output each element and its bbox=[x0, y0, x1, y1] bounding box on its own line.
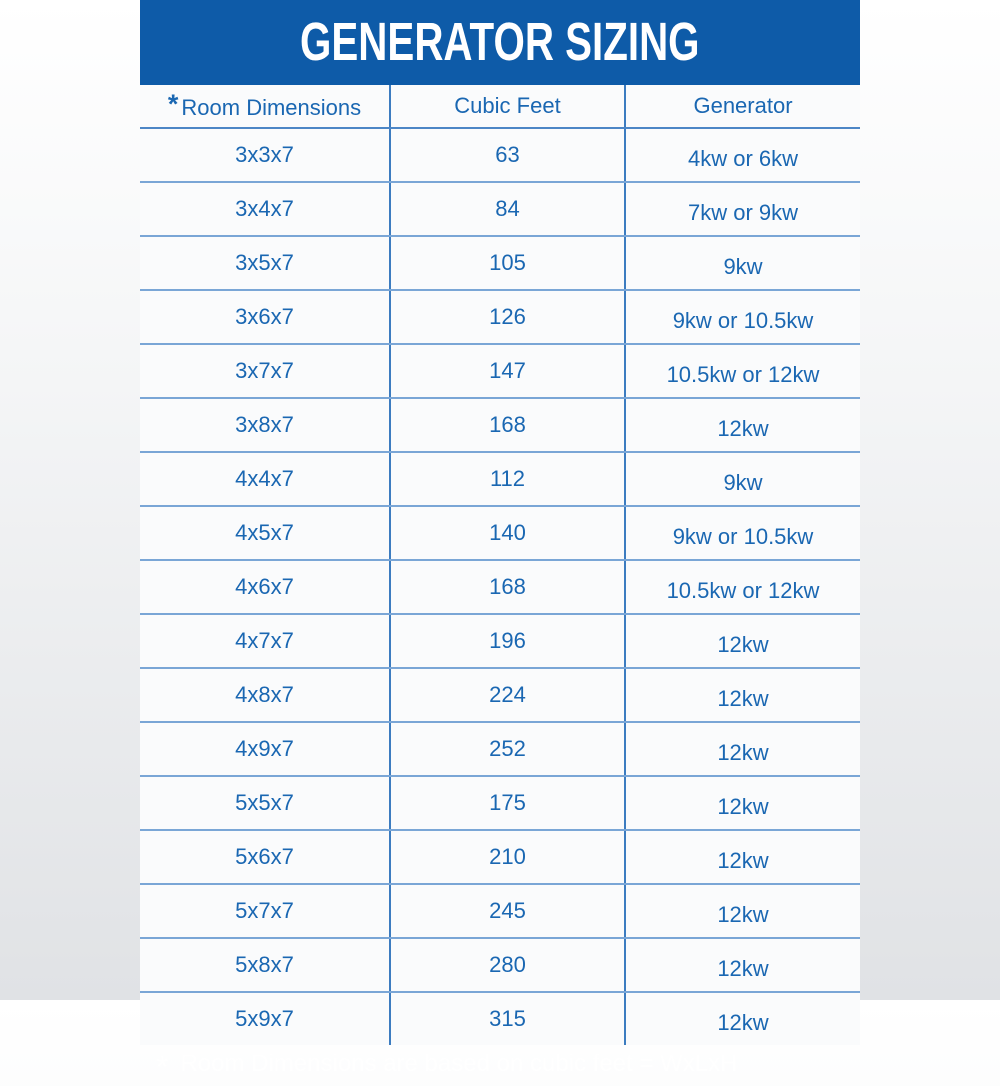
room-dimensions-cell: 4x8x7 bbox=[140, 668, 390, 722]
column-header-cubic-feet: Cubic Feet bbox=[390, 85, 625, 128]
room-dimensions-cell: 4x4x7 bbox=[140, 452, 390, 506]
generator-cell: 9kw or 10.5kw bbox=[625, 290, 860, 344]
title-bar bbox=[140, 0, 860, 85]
generator-cell: 9kw or 10.5kw bbox=[625, 506, 860, 560]
generator-cell: 12kw bbox=[625, 668, 860, 722]
table-row bbox=[140, 938, 860, 992]
table-row bbox=[140, 290, 860, 344]
room-dimensions-cell: 4x5x7 bbox=[140, 506, 390, 560]
cubic-feet-cell: 147 bbox=[390, 344, 625, 398]
generator-cell: 12kw bbox=[625, 938, 860, 992]
table-row bbox=[140, 614, 860, 668]
page-title: GENERATOR SIZING bbox=[300, 12, 700, 73]
cubic-feet-cell: 168 bbox=[390, 398, 625, 452]
cubic-feet-cell: 126 bbox=[390, 290, 625, 344]
column-header-room-dimensions bbox=[140, 85, 390, 128]
room-dimensions-cell: 4x7x7 bbox=[140, 614, 390, 668]
generator-cell: 12kw bbox=[625, 776, 860, 830]
room-dimensions-cell: 4x6x7 bbox=[140, 560, 390, 614]
room-dimensions-cell: 3x7x7 bbox=[140, 344, 390, 398]
table-row bbox=[140, 398, 860, 452]
table-row bbox=[140, 776, 860, 830]
cubic-feet-cell: 168 bbox=[390, 560, 625, 614]
generator-cell: 10.5kw or 12kw bbox=[625, 560, 860, 614]
generator-sizing-table bbox=[140, 85, 860, 1045]
table-row bbox=[140, 560, 860, 614]
cubic-feet-cell: 315 bbox=[390, 992, 625, 1045]
room-dimensions-cell: 3x4x7 bbox=[140, 182, 390, 236]
footnote-text: Room Dimensions are based on cubic feet = WxLxH bbox=[180, 1049, 738, 1077]
generator-cell: 12kw bbox=[625, 398, 860, 452]
cubic-feet-cell: 112 bbox=[390, 452, 625, 506]
cubic-feet-cell: 245 bbox=[390, 884, 625, 938]
room-dimensions-cell: 3x6x7 bbox=[140, 290, 390, 344]
cubic-feet-cell: 175 bbox=[390, 776, 625, 830]
generator-cell: 9kw bbox=[625, 452, 860, 506]
generator-cell: 10.5kw or 12kw bbox=[625, 344, 860, 398]
table-row bbox=[140, 128, 860, 182]
cubic-feet-cell: 210 bbox=[390, 830, 625, 884]
table-header-row bbox=[140, 85, 860, 128]
room-dimensions-cell: 5x9x7 bbox=[140, 992, 390, 1045]
cubic-feet-cell: 280 bbox=[390, 938, 625, 992]
generator-sizing-panel bbox=[140, 0, 860, 1085]
room-dimensions-cell: 3x8x7 bbox=[140, 398, 390, 452]
table-row bbox=[140, 344, 860, 398]
table-row bbox=[140, 506, 860, 560]
room-dimensions-cell: 5x5x7 bbox=[140, 776, 390, 830]
generator-cell: 12kw bbox=[625, 722, 860, 776]
footnote-asterisk-icon: * bbox=[156, 1049, 169, 1085]
room-dimensions-cell: 5x6x7 bbox=[140, 830, 390, 884]
cubic-feet-cell: 84 bbox=[390, 182, 625, 236]
generator-cell: 7kw or 9kw bbox=[625, 182, 860, 236]
column-header-generator: Generator bbox=[625, 85, 860, 128]
generator-cell: 12kw bbox=[625, 992, 860, 1045]
room-dimensions-cell: 5x7x7 bbox=[140, 884, 390, 938]
cubic-feet-cell: 224 bbox=[390, 668, 625, 722]
table-row bbox=[140, 236, 860, 290]
generator-cell: 4kw or 6kw bbox=[625, 128, 860, 182]
table-row bbox=[140, 830, 860, 884]
cubic-feet-cell: 196 bbox=[390, 614, 625, 668]
generator-cell: 12kw bbox=[625, 614, 860, 668]
cubic-feet-cell: 140 bbox=[390, 506, 625, 560]
table-row bbox=[140, 722, 860, 776]
table-row bbox=[140, 668, 860, 722]
column-header-room-dimensions-label: Room Dimensions bbox=[181, 94, 362, 120]
cubic-feet-cell: 63 bbox=[390, 128, 625, 182]
table-row bbox=[140, 884, 860, 938]
generator-cell: 12kw bbox=[625, 884, 860, 938]
table-row bbox=[140, 182, 860, 236]
footnote bbox=[140, 1045, 860, 1085]
room-dimensions-cell: 5x8x7 bbox=[140, 938, 390, 992]
cubic-feet-cell: 105 bbox=[390, 236, 625, 290]
header-asterisk-icon: * bbox=[167, 88, 179, 119]
generator-cell: 12kw bbox=[625, 830, 860, 884]
room-dimensions-cell: 4x9x7 bbox=[140, 722, 390, 776]
table-row bbox=[140, 452, 860, 506]
cubic-feet-cell: 252 bbox=[390, 722, 625, 776]
room-dimensions-cell: 3x3x7 bbox=[140, 128, 390, 182]
table-body bbox=[140, 128, 860, 1045]
generator-cell: 9kw bbox=[625, 236, 860, 290]
room-dimensions-cell: 3x5x7 bbox=[140, 236, 390, 290]
